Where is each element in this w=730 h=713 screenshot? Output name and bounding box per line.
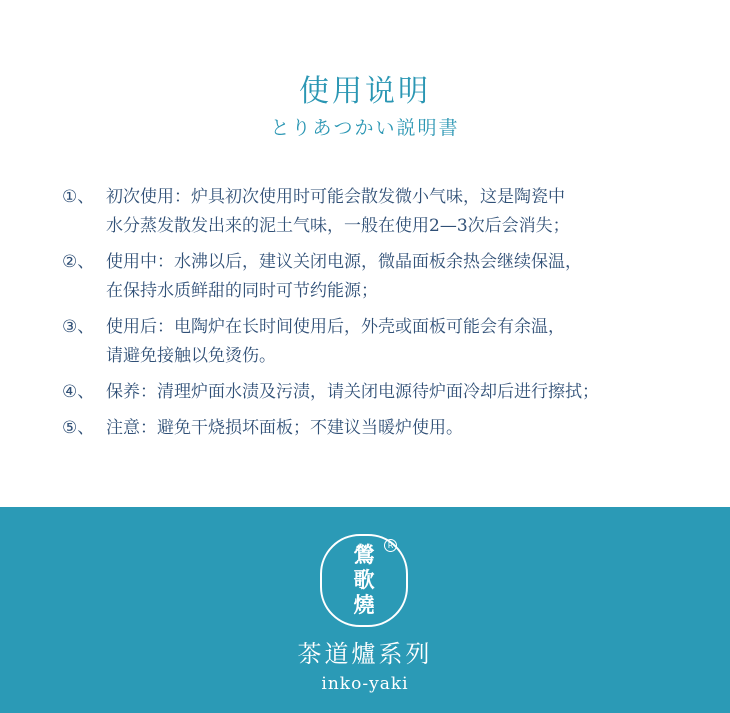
instruction-item [62, 248, 702, 306]
brand-seal-logo [320, 534, 408, 627]
brand-romaji: inko-yaki [321, 674, 409, 694]
seal-char: 燒 [353, 592, 375, 617]
footer-banner [0, 507, 730, 713]
instruction-number: ①、 [62, 187, 95, 207]
page-title: 使用说明 [299, 74, 431, 109]
instruction-item [62, 414, 702, 443]
instruction-item [62, 183, 702, 241]
instruction-number: ③、 [62, 317, 95, 337]
series-name: 茶道爐系列 [297, 640, 433, 668]
instruction-line: 在保持水质鲜甜的同时可节约能源； [106, 281, 378, 301]
seal-char: 歌 [353, 567, 375, 592]
instruction-number: ⑤、 [62, 418, 95, 438]
instruction-line: 使用中：水沸以后，建议关闭电源，微晶面板余热会继续保温， [106, 252, 582, 272]
instruction-line: 注意：避免干烧损坏面板；不建议当暖炉使用。 [106, 418, 463, 438]
seal-characters [322, 542, 406, 617]
instruction-list [62, 183, 702, 450]
seal-char: 鶯 [353, 542, 375, 567]
header [0, 72, 730, 140]
instruction-line: 保养：清理炉面水渍及污渍，请关闭电源待炉面冷却后进行擦拭； [106, 382, 599, 402]
page-subtitle: とりあつかい説明書 [270, 117, 460, 139]
instruction-line: 使用后：电陶炉在长时间使用后，外壳或面板可能会有余温， [106, 317, 565, 337]
instruction-line: 初次使用：炉具初次使用时可能会散发微小气味，这是陶瓷中 [106, 187, 565, 207]
instruction-item [62, 378, 702, 407]
instruction-number: ④、 [62, 382, 95, 402]
instruction-item [62, 313, 702, 371]
instruction-line: 水分蒸发散发出来的泥土气味，一般在使用2—3次后会消失； [106, 216, 570, 236]
registered-mark-icon: R [384, 539, 397, 552]
instruction-line: 请避免接触以免烫伤。 [106, 346, 276, 366]
instruction-number: ②、 [62, 252, 95, 272]
